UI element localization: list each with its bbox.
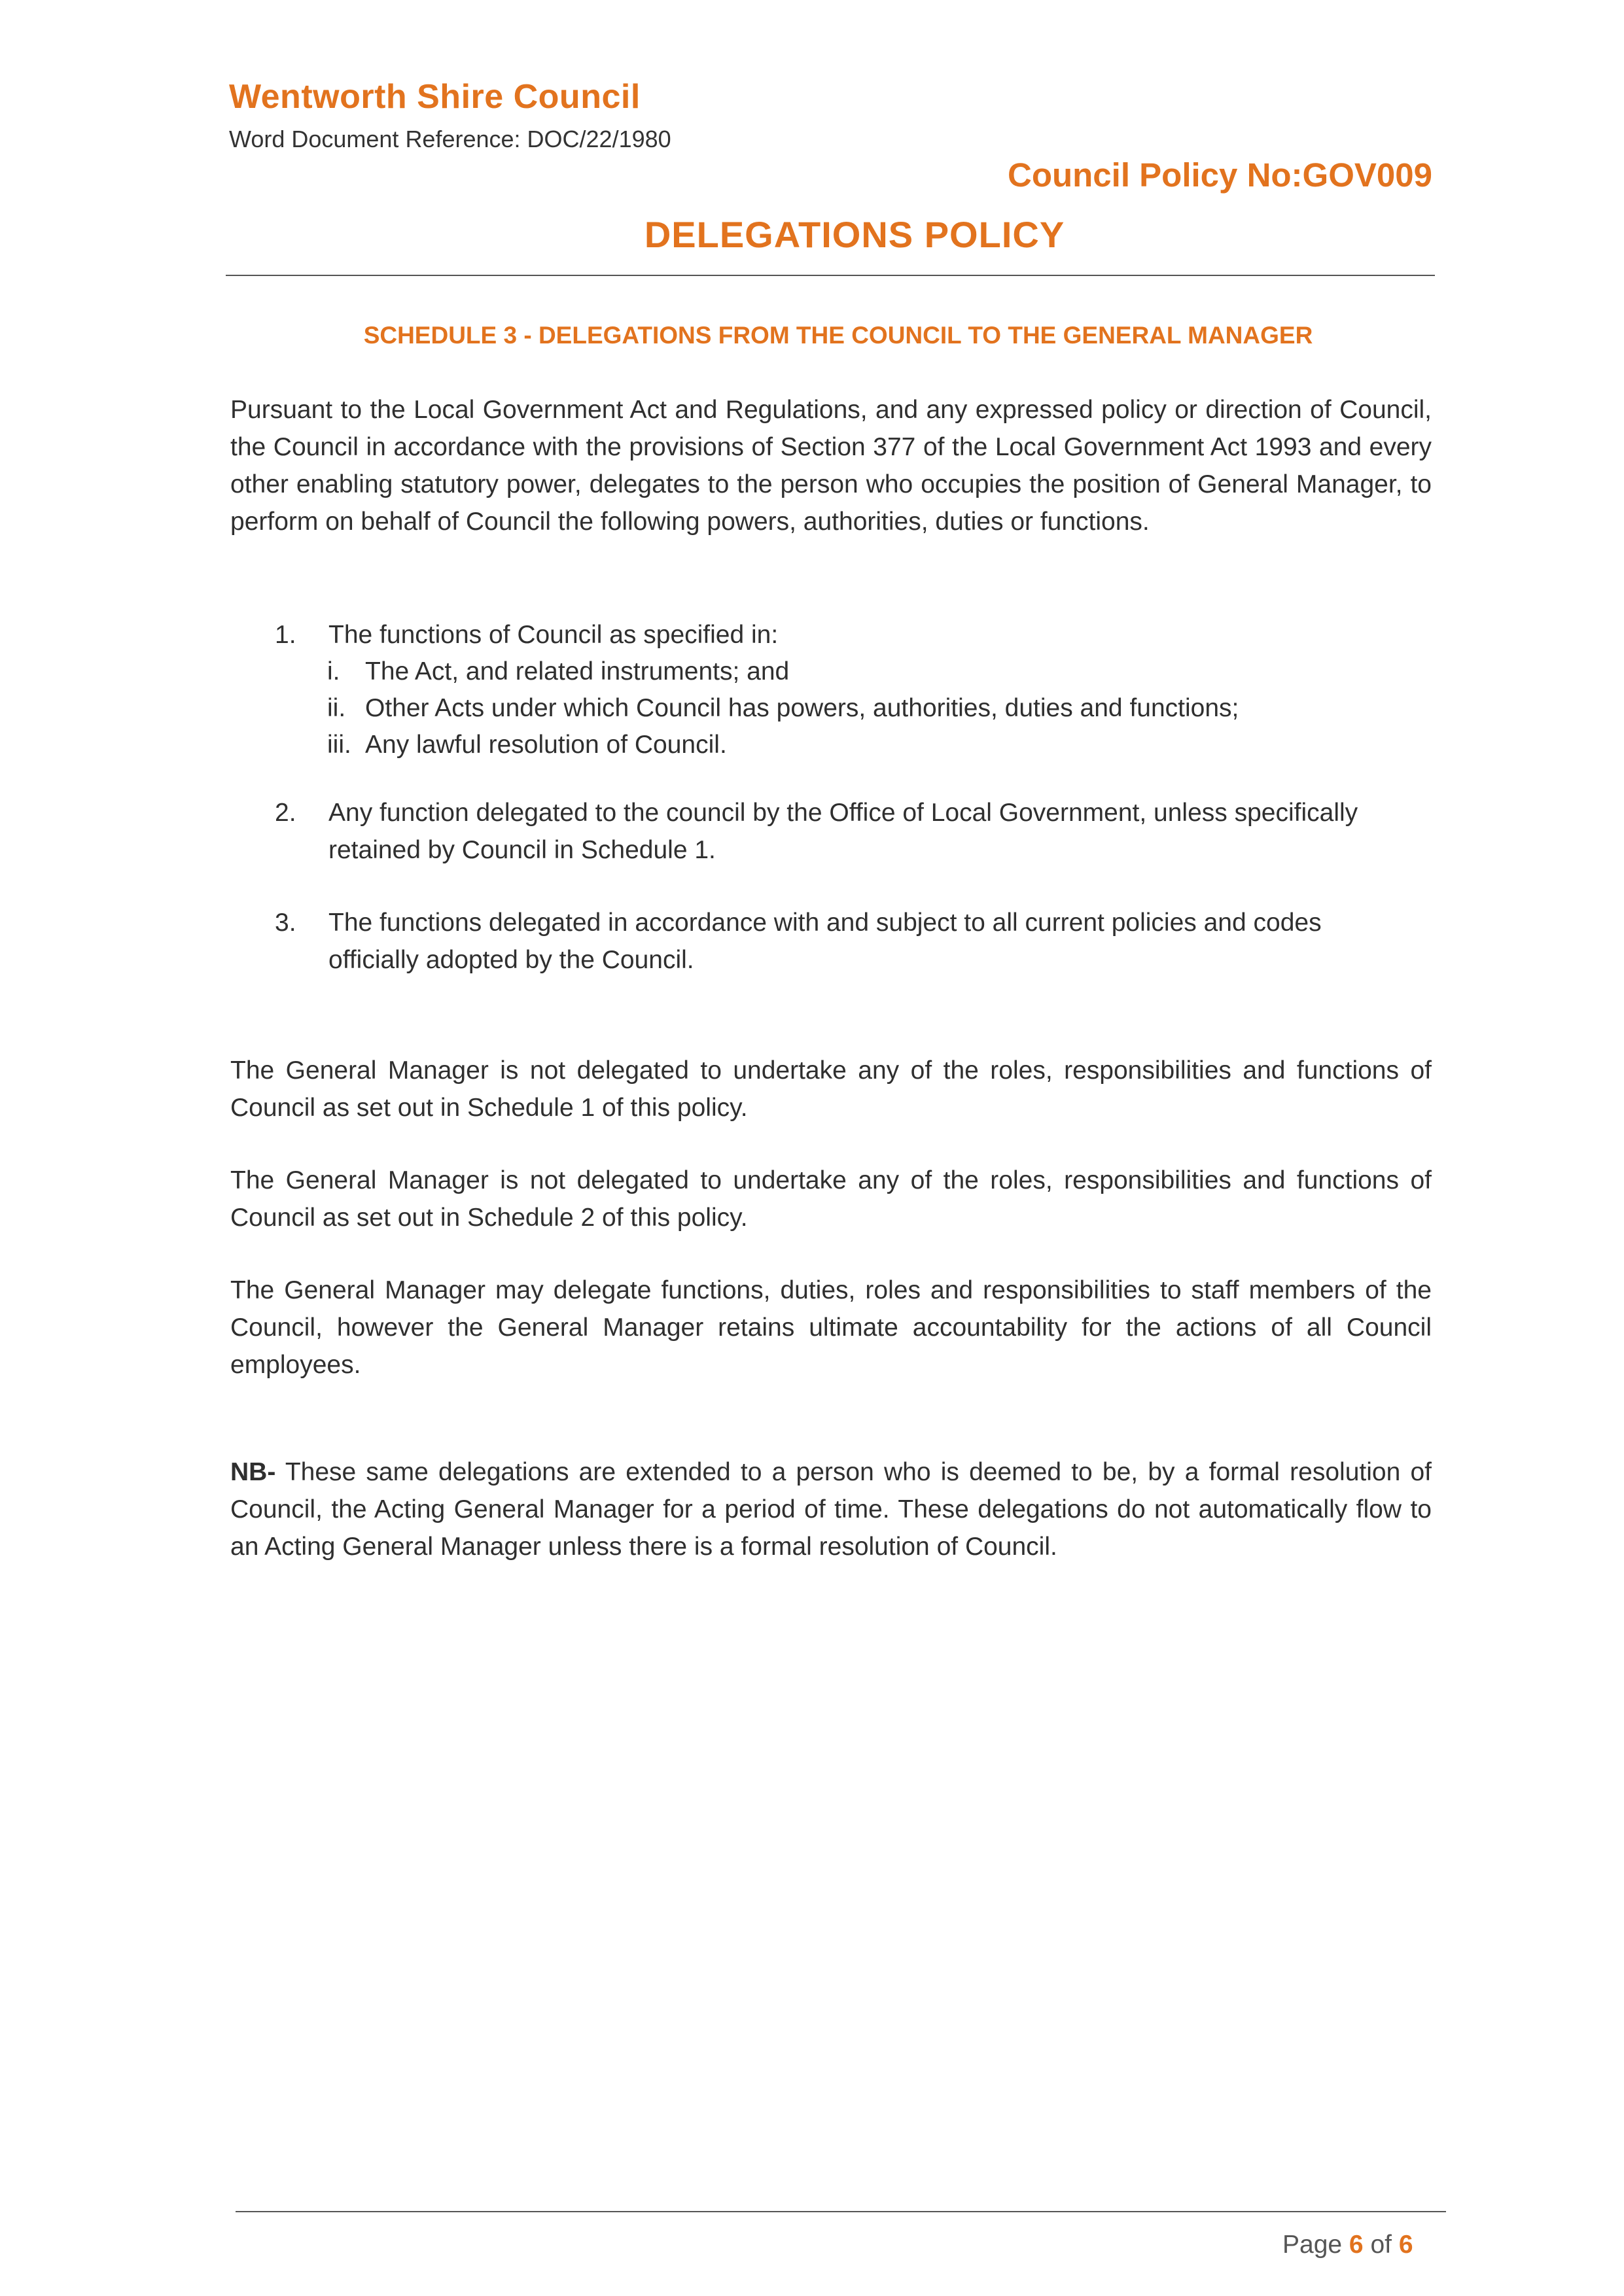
list-number: 3. xyxy=(275,909,296,937)
list-number: 2. xyxy=(275,799,296,827)
list-text: Any function delegated to the council by the Office of Local Government, unless specifically retained by Council in Schedule 1. xyxy=(328,799,1358,864)
page-current: 6 xyxy=(1349,2231,1364,2259)
sub-list-numeral: ii. xyxy=(327,694,346,722)
page-of: of xyxy=(1363,2231,1399,2259)
nb-text: These same delegations are extended to a person who is deemed to be, by a formal resolution of Council, the Acting General Manager for a period of time. These delegations do not automatically flow to an Acting General Manager unless there is a formal resolution of Council. xyxy=(230,1458,1432,1561)
page-total: 6 xyxy=(1398,2231,1413,2259)
page-label: Page xyxy=(1282,2231,1349,2259)
nb-label: NB- xyxy=(230,1458,276,1486)
footer-divider xyxy=(236,2211,1446,2212)
sub-list-numeral: iii. xyxy=(327,731,351,759)
sub-list-text: Any lawful resolution of Council. xyxy=(365,731,727,759)
list-text: The functions of Council as specified in: xyxy=(328,621,779,649)
organization-name: Wentworth Shire Council xyxy=(229,78,641,116)
schedule-heading: SCHEDULE 3 - DELEGATIONS FROM THE COUNCIL TO THE GENERAL MANAGER xyxy=(363,322,1313,349)
paragraph-gm-schedule-2: The General Manager is not delegated to undertake any of the roles, responsibilities and functions of Council as set out in Schedule 2 of this policy. xyxy=(230,1166,1432,1232)
list-text: The functions delegated in accordance with and subject to all current policies and codes officially adopted by the Council. xyxy=(328,909,1322,974)
intro-paragraph: Pursuant to the Local Government Act and Regulations, and any expressed policy or direction of Council, the Council in accordance with the provisions of Section 377 of the Local Government Act 1993 and every other enabling statutory power, delegates to the person who occupies the position of General Manager, to perform on behalf of Council the following powers, authorities, duties or functions. xyxy=(230,396,1432,536)
sub-list-numeral: i. xyxy=(327,657,340,686)
list-number: 1. xyxy=(275,621,296,649)
document-reference: Word Document Reference: DOC/22/1980 xyxy=(229,126,671,152)
sub-list-text: Other Acts under which Council has powers, authorities, duties and functions; xyxy=(365,694,1239,722)
paragraph-gm-delegate: The General Manager may delegate functions, duties, roles and responsibilities to staff members of the Council, however the General Manager retains ultimate accountability for the actions of all Council employees. xyxy=(230,1276,1432,1379)
header-divider xyxy=(226,275,1435,276)
paragraph-gm-schedule-1: The General Manager is not delegated to undertake any of the roles, responsibilities and functions of Council as set out in Schedule 1 of this policy. xyxy=(230,1056,1432,1122)
page-number xyxy=(1282,2231,1413,2259)
nb-paragraph xyxy=(230,1453,1432,1565)
policy-number: Council Policy No:GOV009 xyxy=(1008,156,1432,194)
document-title: DELEGATIONS POLICY xyxy=(644,214,1065,255)
sub-list-text: The Act, and related instruments; and xyxy=(365,657,790,686)
